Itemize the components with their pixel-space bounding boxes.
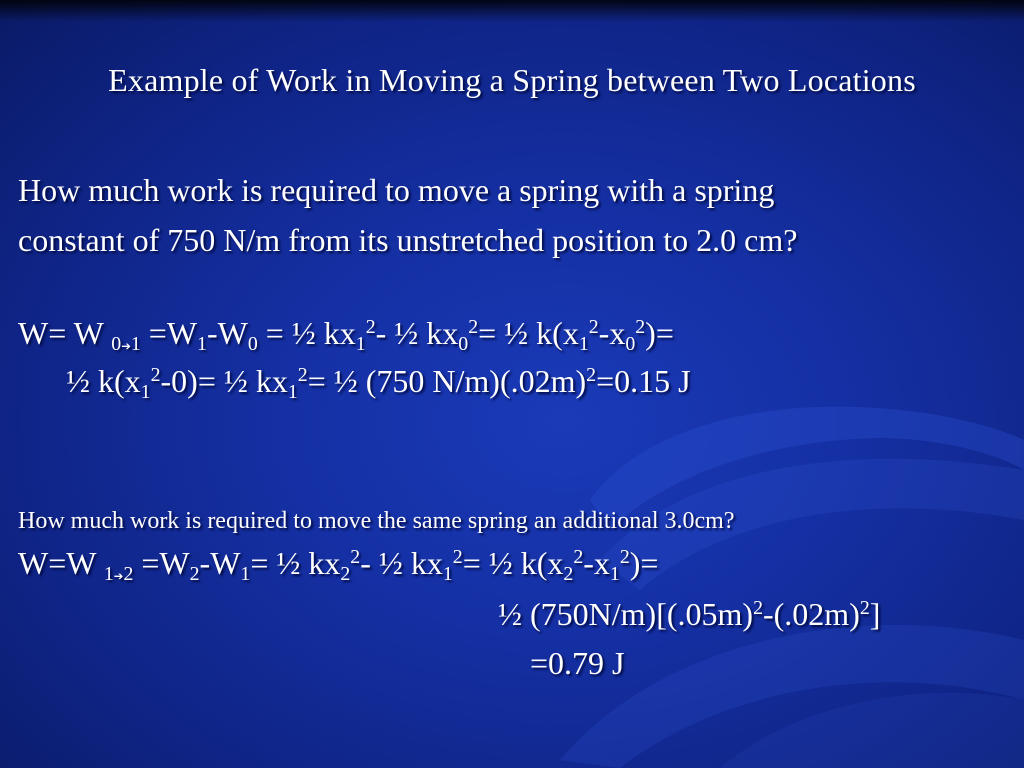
equation-1-continued: ½ $k(x_1^2-0)=$ ½ $kx_1^2=$ ½ (750 $N/m)(.02m)^2=0.15$ J [66,363,691,403]
answer-1: =0.15 J [596,363,691,399]
answer-2: =0.79 J [530,645,625,681]
question-2: How much work is required to move the same spring an additional 3.0cm? [18,508,735,534]
equation-2: W=W $_{1➔2} =W_2-W_1=$ ½ $kx_2^2-$ ½ $kx_1^2=$ ½ $k(x_2^2-x_1^2)=$ [18,545,659,585]
question-1-line-2: constant of 750 N/m from its unstretched position to 2.0 cm? [18,222,798,258]
arrow-icon: ➔ [113,568,124,583]
equation-1: W= W $_{0➔1} =W_1-W_0$ = ½ $kx_1^2-$ ½ $kx_0^2=$ ½ $k(x_1^2-x_0^2)=$ [18,315,674,355]
arrow-icon: ➔ [121,338,131,353]
slide-title: Example of Work in Moving a Spring between Two Locations [108,62,916,98]
question-1-line-1: How much work is required to move a spring with a spring [18,172,775,208]
equation-2-continued: ½ $(750N/m)[(.05m)^2-(.02m)^2]$ [498,596,881,632]
